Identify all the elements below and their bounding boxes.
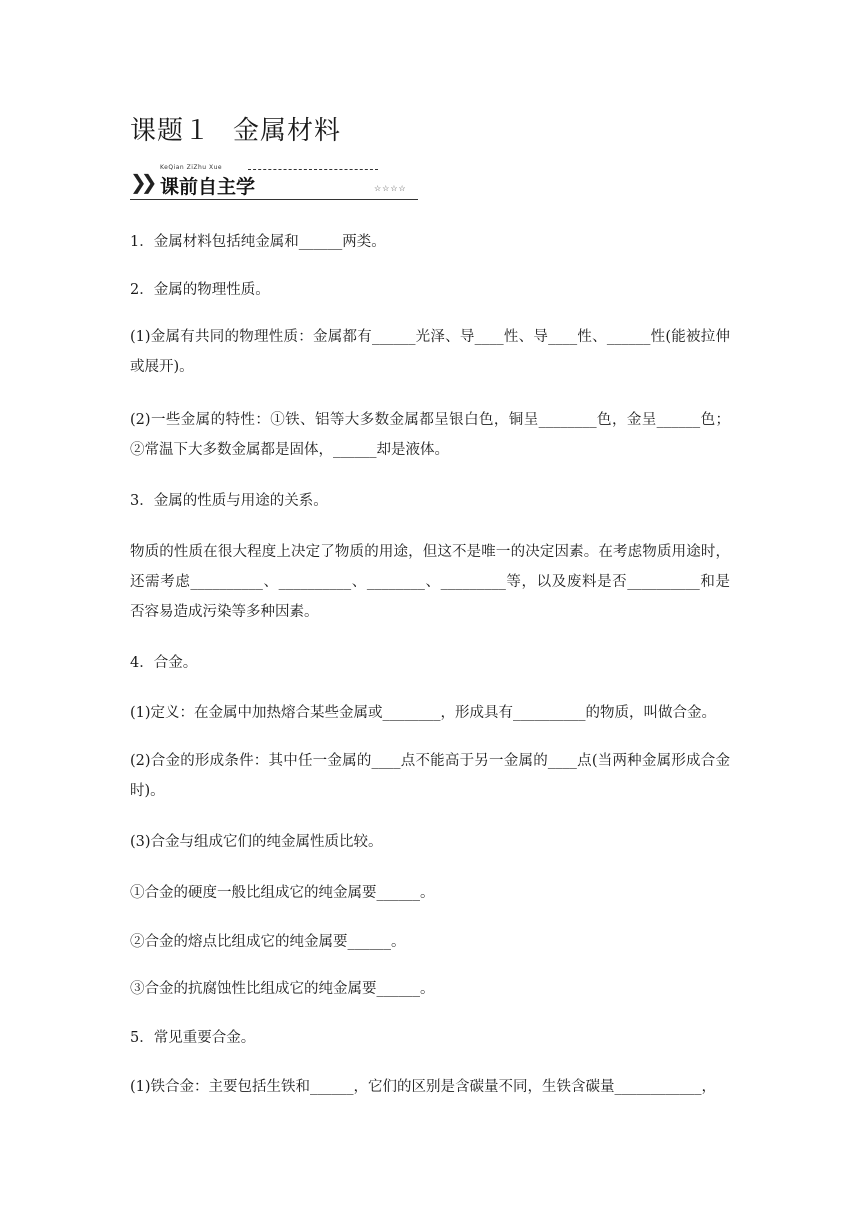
paragraph: (2)一些金属的特性：①铁、铝等大多数金属都呈银白色，铜呈________色，金呈______色；②常温下大多数金属都是固体，______却是液体。 — [130, 412, 730, 458]
paragraph: (2)合金的形成条件：其中任一金属的____点不能高于另一金属的____点(当两种金属形成合金时)。 — [130, 753, 730, 799]
paragraph: 5．常见重要合金。 — [130, 1030, 256, 1046]
double-chevron-icon: ❯❯ — [130, 170, 152, 194]
section-pinyin: KeQian ZiZhu Xue — [160, 164, 223, 171]
lesson-title-text: 金属材料 — [233, 116, 342, 146]
paragraph: (1)铁合金：主要包括生铁和______，它们的区别是含碳量不同，生铁含碳量____________， — [130, 1079, 717, 1095]
difficulty-stars: ☆☆☆☆ — [374, 184, 407, 193]
paragraph: 物质的性质在很大程度上决定了物质的用途，但这不是唯一的决定因素。在考虑物质用途时，还需考虑__________、__________、________、_________等，以及废料是否__________和是否容易造成污染等多种因素。 — [130, 544, 730, 620]
banner-underline — [130, 199, 418, 200]
paragraph: ③合金的抗腐蚀性比组成它的纯金属要______。 — [130, 981, 435, 997]
paragraph: ①合金的硬度一般比组成它的纯金属要______。 — [130, 885, 435, 901]
paragraph: 4．合金。 — [130, 655, 198, 671]
paragraph: 3．金属的性质与用途的关系。 — [130, 493, 328, 509]
section-label: 课前自主学 — [160, 176, 256, 198]
paragraph: (1)金属有共同的物理性质：金属都有______光泽、导____性、导____性、______性(能被拉伸或展开)。 — [130, 329, 730, 375]
paragraph: (3)合金与组成它们的纯金属性质比较。 — [130, 834, 383, 850]
paragraph: (1)定义：在金属中加热熔合某些金属或________，形成具有__________的物质，叫做合金。 — [130, 705, 717, 721]
paragraph: 1．金属材料包括纯金属和______两类。 — [130, 234, 386, 250]
paragraph: 2．金属的物理性质。 — [130, 282, 270, 298]
section-banner — [130, 162, 420, 202]
banner-dashed-line — [248, 169, 378, 170]
lesson-title — [130, 110, 341, 147]
paragraph: ②合金的熔点比组成它的纯金属要______。 — [130, 934, 406, 950]
lesson-number: 课题１ — [130, 116, 212, 146]
